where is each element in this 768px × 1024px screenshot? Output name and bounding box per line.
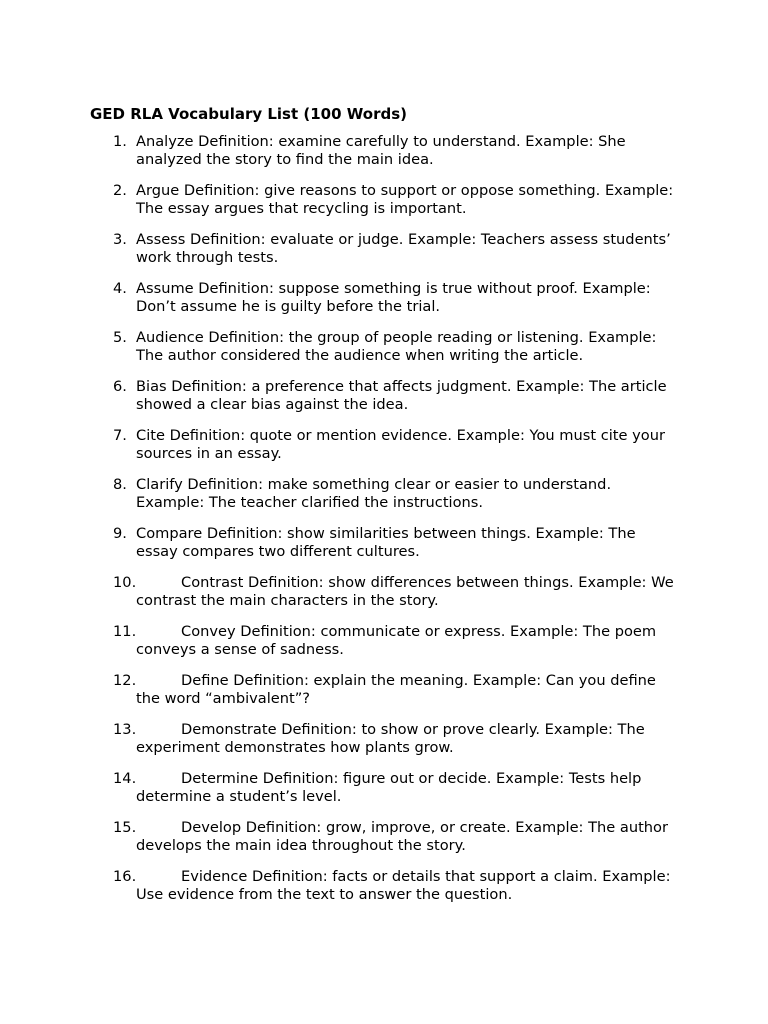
item-number: 10. [113,574,137,591]
item-text: Develop Definition: grow, improve, or create. Example: The author develops the main idea throughout the story. [136,819,668,855]
item-number: 12. [113,672,137,689]
item-text: Clarify Definition: make something clear or easier to understand. Example: The teacher clarified the instructions. [136,476,612,512]
item-number: 11. [113,623,137,640]
item-text: Determine Definition: figure out or decide. Example: Tests help determine a student’s level. [136,770,642,806]
list-item [0,574,681,611]
item-text: Assess Definition: evaluate or judge. Example: Teachers assess students’ work through tests. [136,231,671,267]
item-text: Compare Definition: show similarities between things. Example: The essay compares two different cultures. [136,525,636,561]
item-number: 6. [113,378,127,395]
list-item [0,231,681,268]
item-text: Convey Definition: communicate or express. Example: The poem conveys a sense of sadness. [136,623,657,659]
item-text: Analyze Definition: examine carefully to understand. Example: She analyzed the story to find the main idea. [136,133,626,169]
list-item [0,378,681,415]
list-item [0,525,681,562]
list-item [0,329,681,366]
item-number: 3. [113,231,127,248]
list-item [0,476,681,513]
item-number: 1. [113,133,127,150]
list-item [0,623,681,660]
item-number: 8. [113,476,127,493]
item-text: Argue Definition: give reasons to support or oppose something. Example: The essay argues that recycling is important. [136,182,674,218]
item-number: 15. [113,819,137,836]
item-text: Evidence Definition: facts or details that support a claim. Example: Use evidence from the text to answer the question. [136,868,671,904]
item-text: Cite Definition: quote or mention evidence. Example: You must cite your sources in an essay. [136,427,665,463]
item-text: Bias Definition: a preference that affects judgment. Example: The article showed a clear bias against the idea. [136,378,667,414]
item-text: Contrast Definition: show differences between things. Example: We contrast the main characters in the story. [136,574,674,610]
item-number: 14. [113,770,137,787]
list-item [0,427,681,464]
list-item [0,819,681,856]
item-number: 4. [113,280,127,297]
item-text: Assume Definition: suppose something is true without proof. Example: Don’t assume he is guilty before the trial. [136,280,651,316]
item-number: 16. [113,868,137,885]
list-item [0,672,681,709]
list-item [0,868,681,905]
item-number: 13. [113,721,137,738]
list-item [0,721,681,758]
list-item [0,182,681,219]
item-number: 2. [113,182,127,199]
item-text: Demonstrate Definition: to show or prove clearly. Example: The experiment demonstrates how plants grow. [136,721,645,757]
list-item [0,280,681,317]
item-text: Define Definition: explain the meaning. Example: Can you define the word “ambivalent”? [136,672,656,708]
list-item [0,133,681,170]
item-number: 9. [113,525,127,542]
vocabulary-list [0,133,768,917]
document-title: GED RLA Vocabulary List (100 Words) [90,105,407,123]
item-number: 7. [113,427,127,444]
item-text: Audience Definition: the group of people reading or listening. Example: The author considered the audience when writing the article. [136,329,657,365]
item-number: 5. [113,329,127,346]
list-item [0,770,681,807]
